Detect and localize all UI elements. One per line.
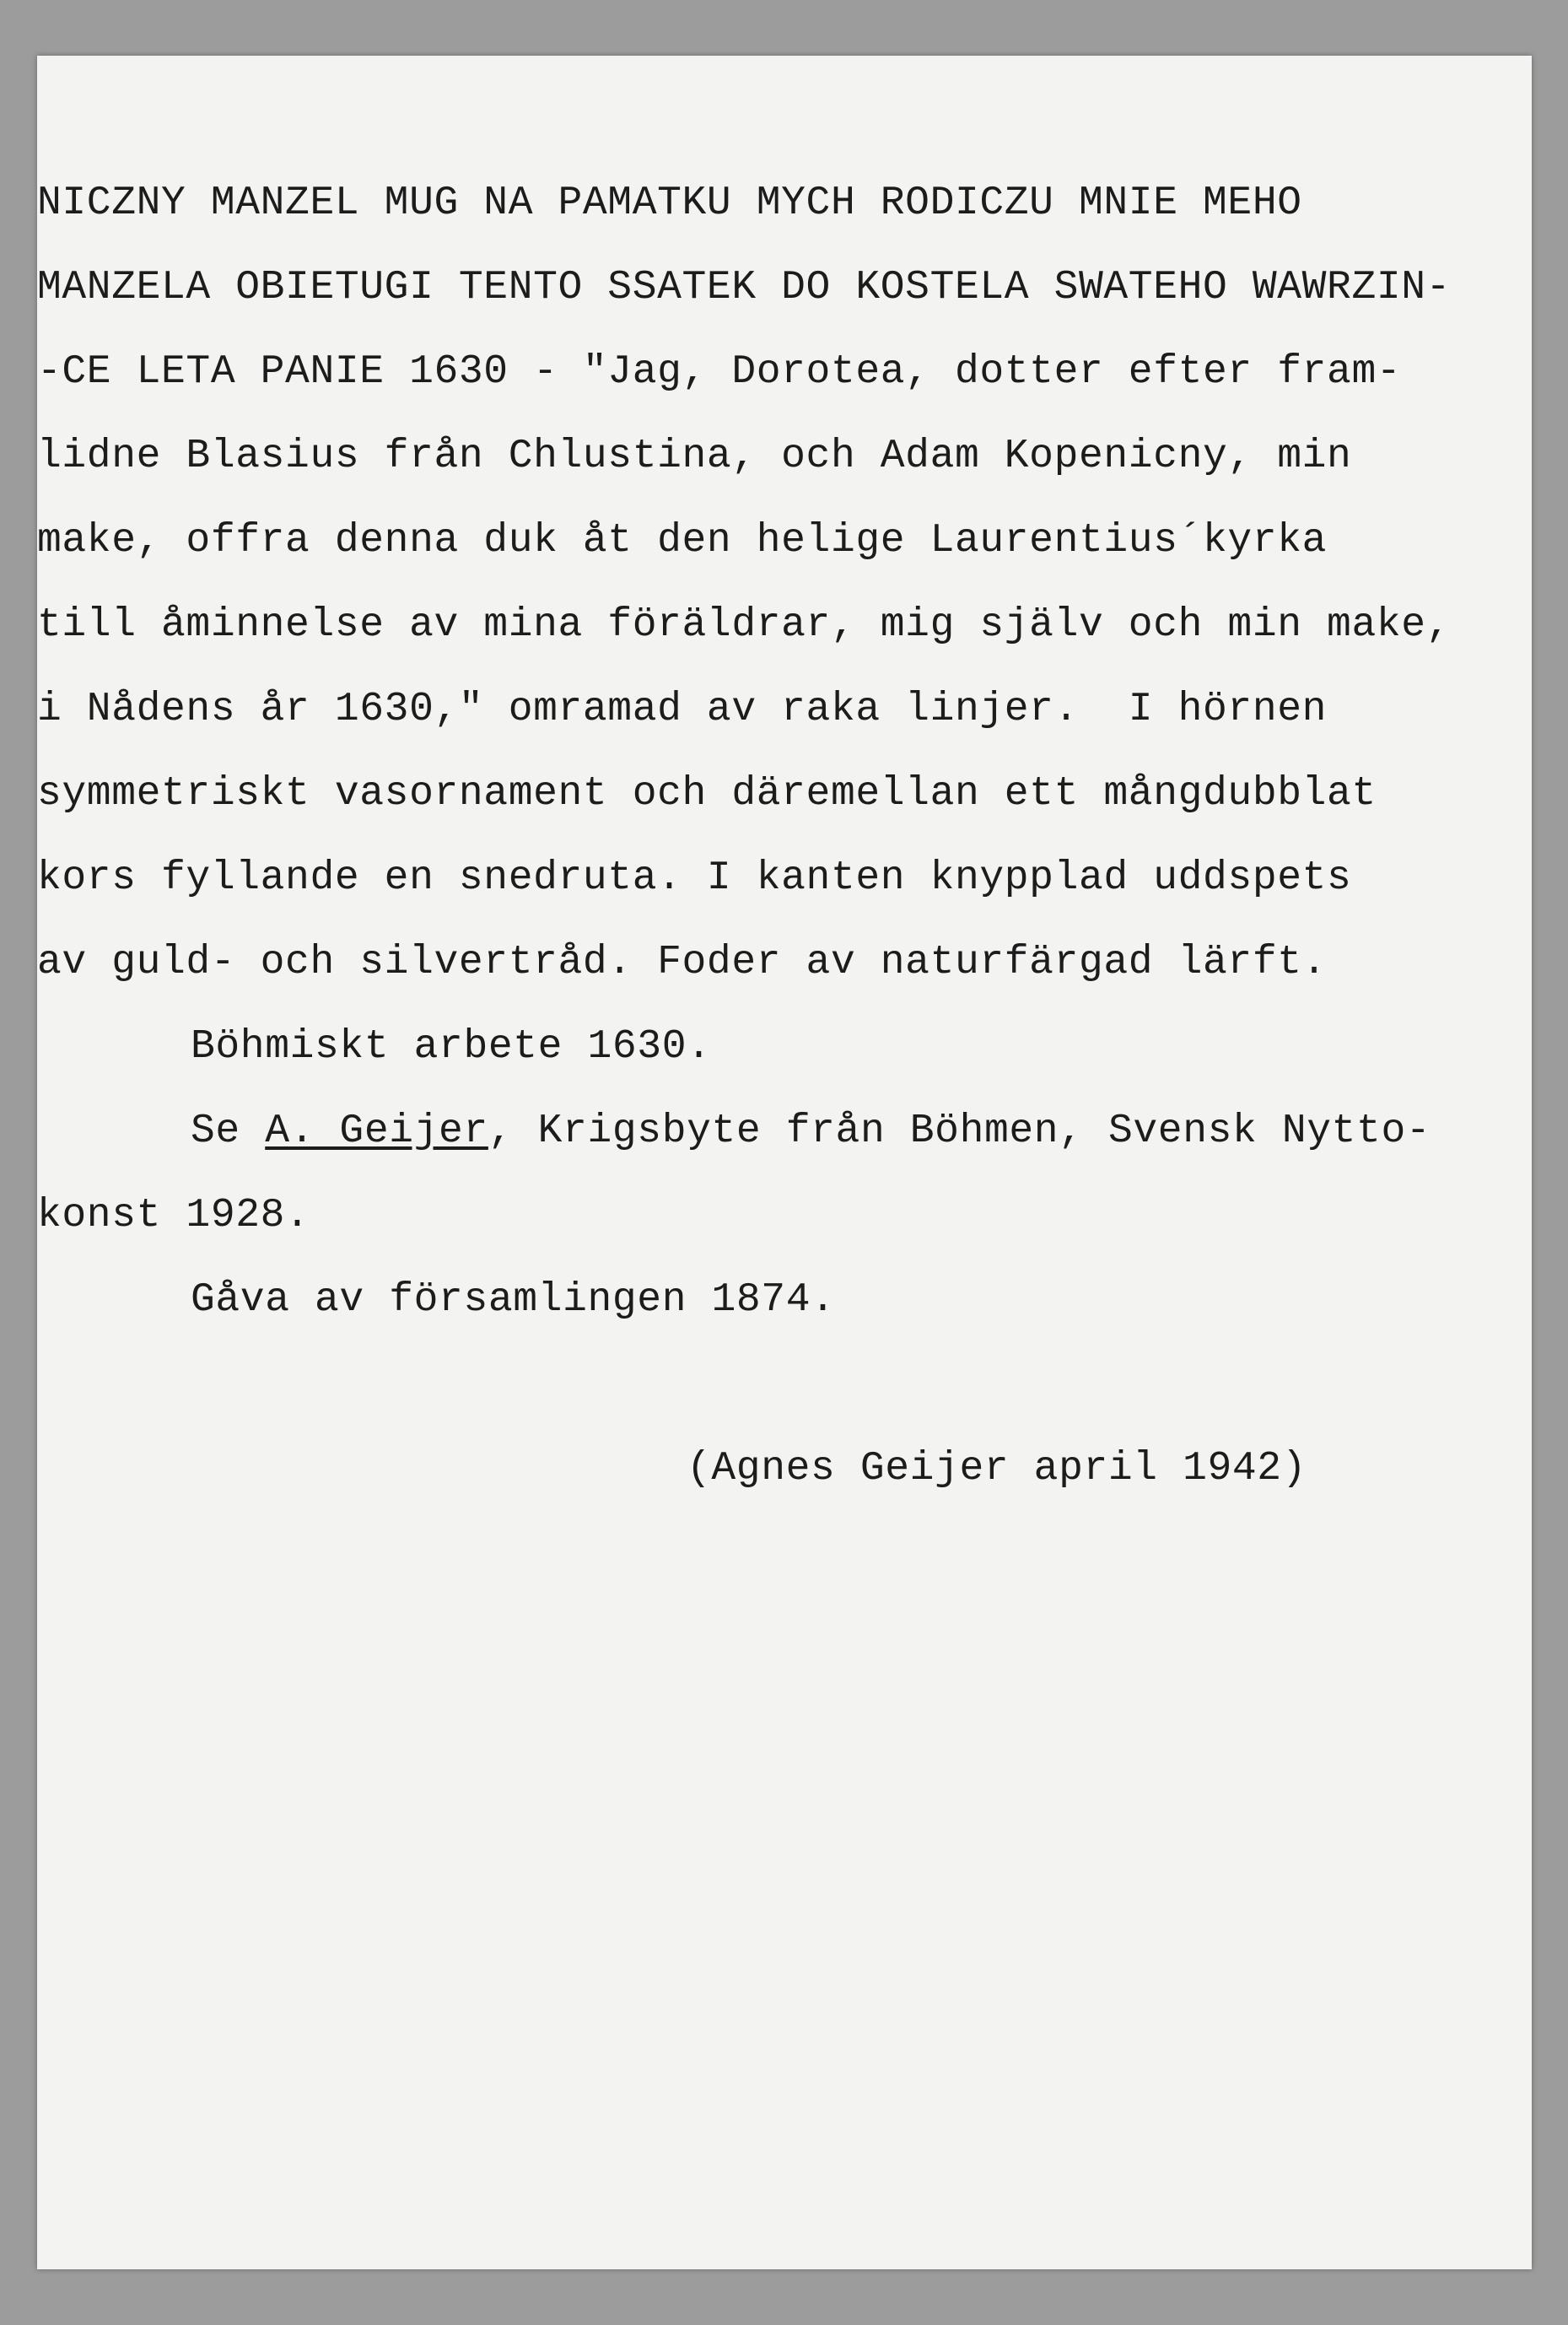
- origin-line: Böhmiskt arbete 1630.: [191, 1024, 712, 1070]
- text-line: till åminnelse av mina föräldrar, mig själv och min make,: [37, 602, 1452, 648]
- text-line: symmetriskt vasornament och däremellan ett mångdubblat: [37, 771, 1377, 817]
- signature-line: (Agnes Geijer april 1942): [687, 1446, 1307, 1492]
- reference-continuation: konst 1928.: [37, 1193, 310, 1238]
- text-line: lidne Blasius från Chlustina, och Adam Kopenicny, min: [37, 434, 1352, 479]
- text-line: av guld- och silvertråd. Foder av naturfärgad lärft.: [37, 940, 1328, 985]
- text-line: make, offra denna duk åt den helige Laurentius´kyrka: [37, 518, 1328, 564]
- text-line: MANZELA OBIETUGI TENTO SSATEK DO KOSTELA SWATEHO WAWRZIN-: [37, 265, 1452, 310]
- reference-author: A. Geijer: [265, 1109, 488, 1154]
- catalog-card: [37, 56, 1532, 2269]
- gift-line: Gåva av församlingen 1874.: [191, 1277, 836, 1323]
- reference-title: , Krigsbyte från Böhmen, Svensk Nytto-: [488, 1109, 1431, 1154]
- text-line: NICZNY MANZEL MUG NA PAMATKU MYCH RODICZU MNIE MEHO: [37, 181, 1302, 226]
- text-line: -CE LETA PANIE 1630 - "Jag, Dorotea, dotter efter fram-: [37, 349, 1402, 395]
- reference-prefix: Se: [191, 1109, 266, 1154]
- reference-line: [191, 1106, 1431, 1157]
- text-line: i Nådens år 1630," omramad av raka linjer. I hörnen: [37, 687, 1328, 732]
- text-line: kors fyllande en snedruta. I kanten knypplad uddspets: [37, 855, 1352, 901]
